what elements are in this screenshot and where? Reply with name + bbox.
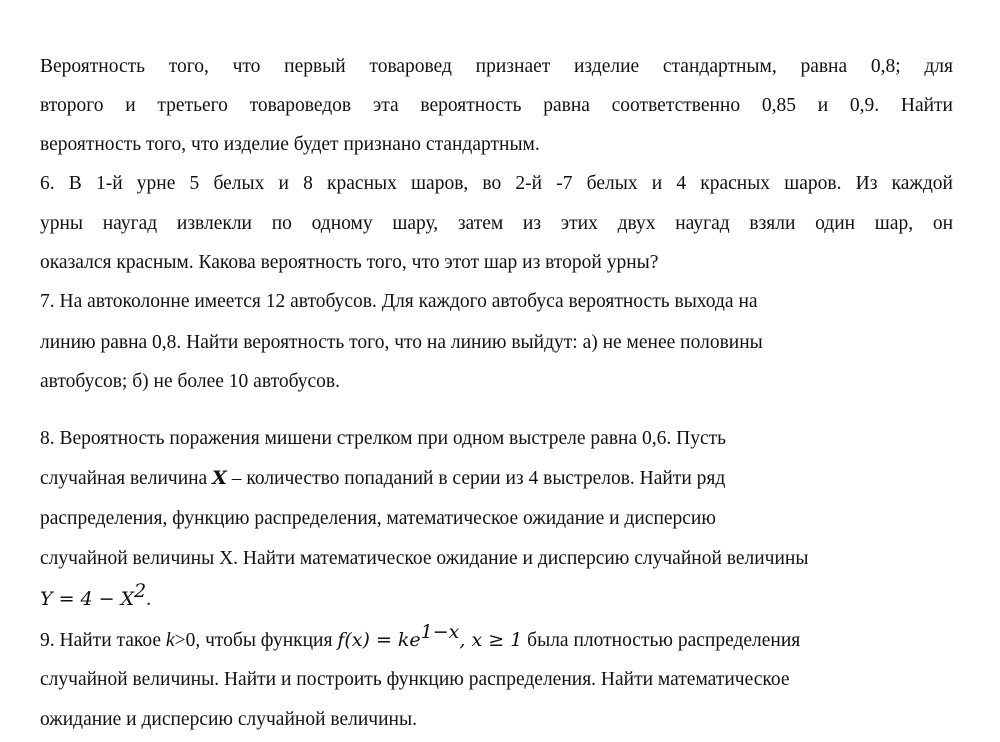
formula-f: f(x) = ke	[337, 629, 421, 651]
p6-line-2: урны наугад извлекли по одному шару, затем из этих двух наугад взяли один шар, он	[40, 213, 953, 234]
p5-line-2: второго и третьего товароведов эта вероятность равна соответственно 0,85 и 0,9. Найти	[40, 95, 953, 116]
p8-line-2	[40, 465, 953, 492]
p8-line-4: случайной величины X. Найти математическое ожидание и дисперсию случайной величины	[40, 548, 809, 569]
variable-k: k	[165, 630, 175, 651]
p6-line-3: оказался красным. Какова вероятность того, что этот шар из второй урны?	[40, 252, 659, 273]
p9-line-1-start: 9. Найти такое	[40, 630, 166, 651]
p8-line-2-start: случайная величина	[40, 468, 213, 489]
p7-line-2: линию равна 0,8. Найти вероятность того, что на линию выйдут: а) не менее половины	[40, 332, 763, 353]
p8-line-2-end: – количество попаданий в серии из 4 выстрелов. Найти ряд	[226, 468, 726, 489]
formula-y-exponent: 2	[134, 580, 147, 602]
p8-line-1: 8. Вероятность поражения мишени стрелком при одном выстреле равна 0,6. Пусть	[40, 428, 727, 449]
p9-line-2: случайной величины. Найти и построить функцию распределения. Найти математическое	[40, 669, 790, 690]
variable-x: X	[212, 467, 227, 489]
p8-line-5	[40, 580, 953, 613]
p9-line-1-end: была плотностью распределения	[522, 630, 801, 651]
p9-line-3: ожидание и дисперсию случайной величины.	[40, 709, 417, 730]
p9-line-1-mid: >0, чтобы функция	[174, 630, 338, 651]
p5-line-3: вероятность того, что изделие будет признано стандартным.	[40, 134, 540, 155]
p7-line-1: 7. На автоколонне имеется 12 автобусов. Для каждого автобуса вероятность выхода на	[40, 291, 758, 312]
p5-line-1: Вероятность того, что первый товаровед признает изделие стандартным, равна 0,8; для	[40, 56, 953, 77]
formula-f-exponent: 1−x	[420, 621, 460, 643]
formula-f-condition: , x ≥ 1	[459, 629, 523, 651]
formula-y-period: .	[146, 589, 152, 610]
p6-line-1: 6. В 1-й урне 5 белых и 8 красных шаров, во 2-й -7 белых и 4 красных шаров. Из каждой	[40, 173, 953, 194]
p8-line-3: распределения, функцию распределения, математическое ожидание и дисперсию	[40, 508, 716, 529]
p9-line-1	[40, 621, 953, 654]
p7-line-3: автобусов; б) не более 10 автобусов.	[40, 371, 340, 392]
formula-y: Y = 4 − X	[40, 588, 135, 610]
